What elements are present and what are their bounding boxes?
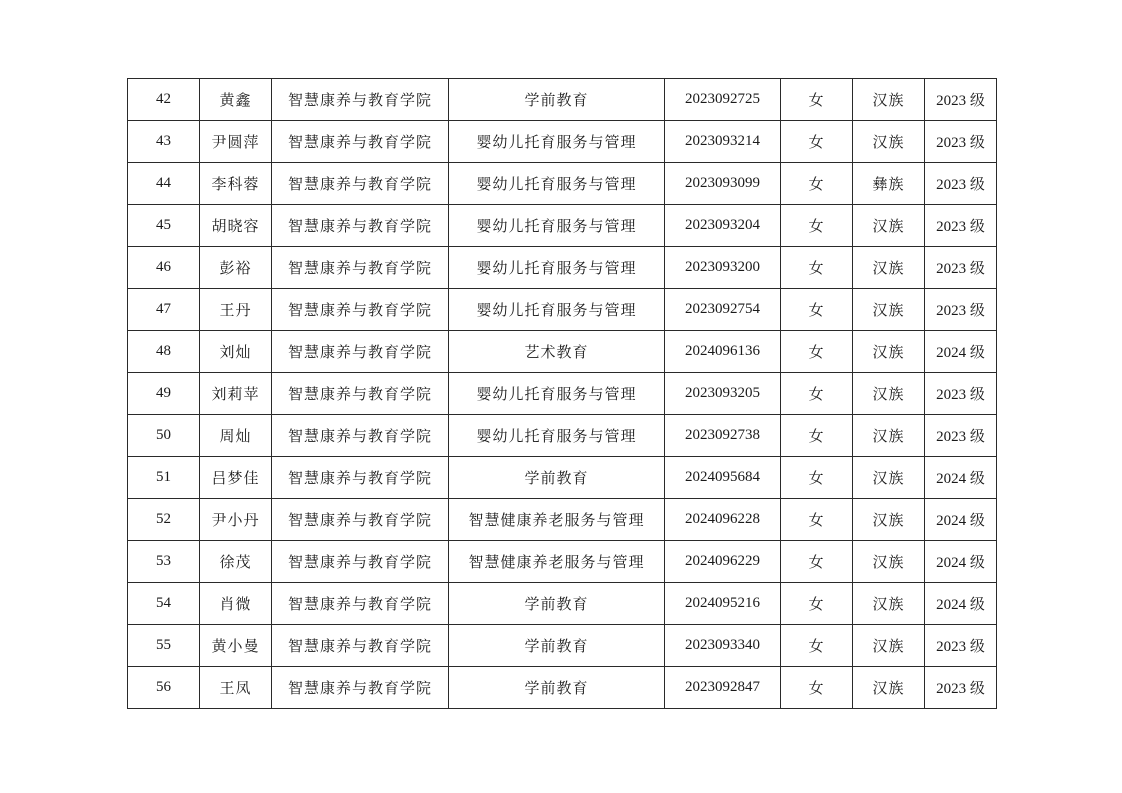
cell-major: 婴幼儿托育服务与管理 [449,205,665,247]
table-row [128,583,997,625]
cell-student-id: 2023092754 [665,289,781,331]
table-row [128,121,997,163]
cell-student-id: 2023093340 [665,625,781,667]
cell-gender: 女 [781,163,853,205]
table-row [128,331,997,373]
cell-no: 52 [128,499,200,541]
cell-student-id: 2023093214 [665,121,781,163]
cell-grade: 2024 级 [925,331,997,373]
cell-student-id: 2024096136 [665,331,781,373]
cell-gender: 女 [781,205,853,247]
table-row [128,247,997,289]
cell-college: 智慧康养与教育学院 [272,163,449,205]
table-row [128,625,997,667]
cell-major: 智慧健康养老服务与管理 [449,499,665,541]
cell-ethnicity: 汉族 [853,331,925,373]
cell-ethnicity: 汉族 [853,121,925,163]
cell-no: 49 [128,373,200,415]
cell-major: 婴幼儿托育服务与管理 [449,163,665,205]
cell-gender: 女 [781,121,853,163]
cell-name: 尹圆萍 [200,121,272,163]
cell-college: 智慧康养与教育学院 [272,499,449,541]
cell-grade: 2023 级 [925,205,997,247]
cell-name: 黄小曼 [200,625,272,667]
cell-no: 54 [128,583,200,625]
table-row [128,667,997,709]
table-row [128,457,997,499]
cell-college: 智慧康养与教育学院 [272,79,449,121]
cell-no: 42 [128,79,200,121]
cell-ethnicity: 汉族 [853,79,925,121]
cell-gender: 女 [781,583,853,625]
cell-student-id: 2023092847 [665,667,781,709]
cell-grade: 2024 级 [925,541,997,583]
cell-gender: 女 [781,457,853,499]
cell-college: 智慧康养与教育学院 [272,121,449,163]
cell-name: 吕梦佳 [200,457,272,499]
cell-no: 44 [128,163,200,205]
cell-major: 婴幼儿托育服务与管理 [449,247,665,289]
cell-college: 智慧康养与教育学院 [272,247,449,289]
cell-grade: 2023 级 [925,163,997,205]
cell-grade: 2023 级 [925,289,997,331]
cell-name: 周灿 [200,415,272,457]
cell-major: 学前教育 [449,457,665,499]
table-row [128,79,997,121]
cell-student-id: 2024096229 [665,541,781,583]
cell-grade: 2023 级 [925,625,997,667]
cell-gender: 女 [781,499,853,541]
cell-gender: 女 [781,667,853,709]
cell-major: 婴幼儿托育服务与管理 [449,373,665,415]
table-row [128,163,997,205]
cell-major: 学前教育 [449,667,665,709]
cell-college: 智慧康养与教育学院 [272,457,449,499]
cell-gender: 女 [781,415,853,457]
cell-no: 47 [128,289,200,331]
cell-student-id: 2023092725 [665,79,781,121]
cell-major: 学前教育 [449,583,665,625]
cell-student-id: 2023093200 [665,247,781,289]
cell-gender: 女 [781,79,853,121]
cell-ethnicity: 汉族 [853,289,925,331]
cell-student-id: 2023093205 [665,373,781,415]
cell-no: 55 [128,625,200,667]
table-row [128,373,997,415]
cell-ethnicity: 汉族 [853,667,925,709]
cell-ethnicity: 汉族 [853,499,925,541]
cell-college: 智慧康养与教育学院 [272,205,449,247]
cell-student-id: 2024095216 [665,583,781,625]
cell-grade: 2023 级 [925,667,997,709]
cell-name: 黄鑫 [200,79,272,121]
cell-gender: 女 [781,373,853,415]
cell-college: 智慧康养与教育学院 [272,541,449,583]
cell-no: 46 [128,247,200,289]
cell-name: 胡晓容 [200,205,272,247]
cell-name: 刘莉苹 [200,373,272,415]
table-row [128,289,997,331]
cell-gender: 女 [781,289,853,331]
cell-student-id: 2023093099 [665,163,781,205]
cell-college: 智慧康养与教育学院 [272,373,449,415]
table-row [128,205,997,247]
cell-gender: 女 [781,541,853,583]
cell-grade: 2024 级 [925,457,997,499]
cell-major: 学前教育 [449,79,665,121]
roster-body [128,79,997,709]
cell-gender: 女 [781,247,853,289]
cell-college: 智慧康养与教育学院 [272,415,449,457]
cell-college: 智慧康养与教育学院 [272,289,449,331]
table-row [128,541,997,583]
cell-ethnicity: 汉族 [853,205,925,247]
table-row [128,499,997,541]
cell-college: 智慧康养与教育学院 [272,331,449,373]
cell-college: 智慧康养与教育学院 [272,583,449,625]
cell-ethnicity: 汉族 [853,583,925,625]
cell-student-id: 2024095684 [665,457,781,499]
cell-name: 彭裕 [200,247,272,289]
cell-name: 王丹 [200,289,272,331]
cell-ethnicity: 汉族 [853,625,925,667]
cell-major: 智慧健康养老服务与管理 [449,541,665,583]
cell-no: 51 [128,457,200,499]
cell-name: 尹小丹 [200,499,272,541]
cell-major: 艺术教育 [449,331,665,373]
cell-ethnicity: 彝族 [853,163,925,205]
cell-student-id: 2023092738 [665,415,781,457]
cell-no: 43 [128,121,200,163]
cell-college: 智慧康养与教育学院 [272,667,449,709]
cell-grade: 2024 级 [925,583,997,625]
cell-gender: 女 [781,331,853,373]
cell-ethnicity: 汉族 [853,541,925,583]
cell-no: 50 [128,415,200,457]
cell-gender: 女 [781,625,853,667]
cell-ethnicity: 汉族 [853,457,925,499]
cell-grade: 2023 级 [925,247,997,289]
cell-grade: 2024 级 [925,499,997,541]
cell-major: 婴幼儿托育服务与管理 [449,415,665,457]
cell-grade: 2023 级 [925,415,997,457]
cell-student-id: 2023093204 [665,205,781,247]
cell-grade: 2023 级 [925,121,997,163]
cell-name: 徐茂 [200,541,272,583]
cell-name: 肖微 [200,583,272,625]
cell-no: 53 [128,541,200,583]
student-roster-table [127,78,997,709]
cell-ethnicity: 汉族 [853,415,925,457]
cell-no: 45 [128,205,200,247]
cell-major: 婴幼儿托育服务与管理 [449,121,665,163]
cell-major: 学前教育 [449,625,665,667]
cell-name: 李科蓉 [200,163,272,205]
cell-ethnicity: 汉族 [853,247,925,289]
cell-grade: 2023 级 [925,373,997,415]
cell-grade: 2023 级 [925,79,997,121]
cell-no: 48 [128,331,200,373]
cell-ethnicity: 汉族 [853,373,925,415]
cell-student-id: 2024096228 [665,499,781,541]
table-row [128,415,997,457]
cell-college: 智慧康养与教育学院 [272,625,449,667]
cell-no: 56 [128,667,200,709]
cell-major: 婴幼儿托育服务与管理 [449,289,665,331]
cell-name: 王凤 [200,667,272,709]
cell-name: 刘灿 [200,331,272,373]
